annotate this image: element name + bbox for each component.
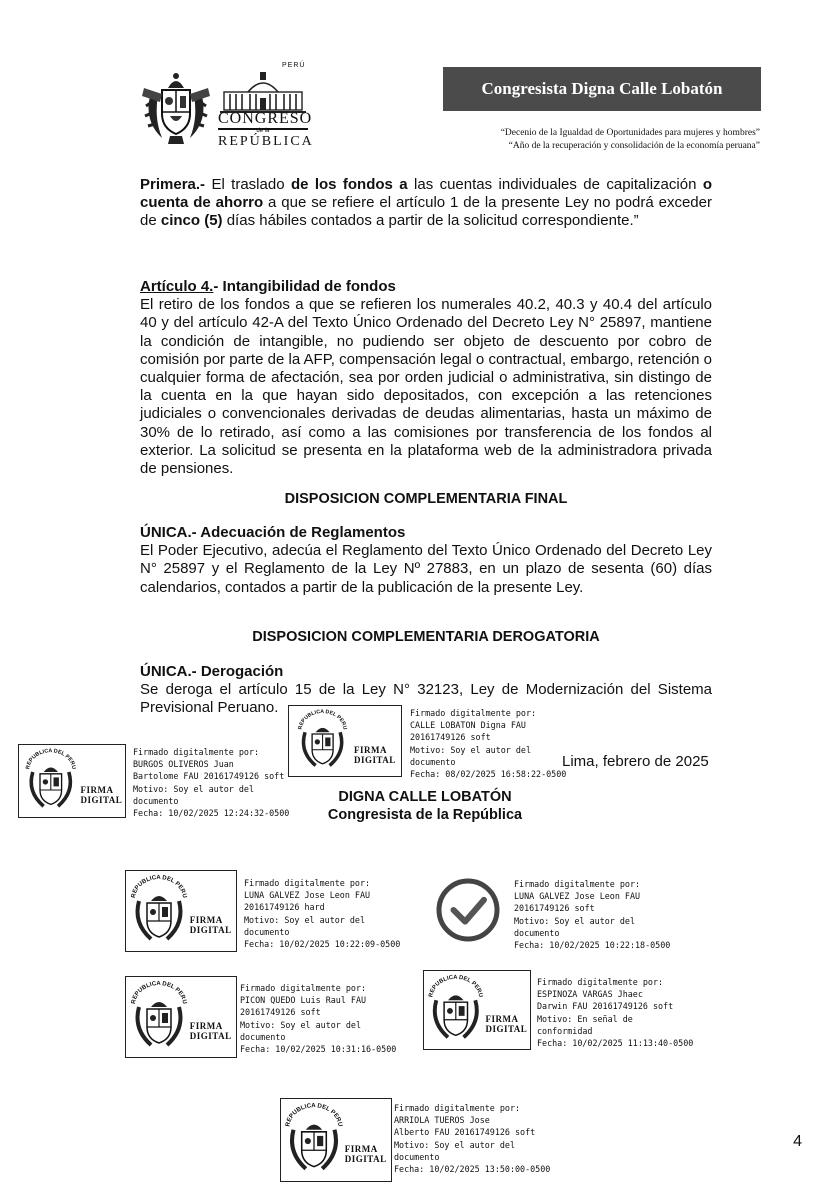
svg-text:REPUBLICA DEL PERU: REPUBLICA DEL PERU (284, 1102, 344, 1128)
primera-paragraph (140, 176, 712, 231)
signature-details: Firmado digitalmente por: ARRIOLA TUEROS Jose Alberto FAU 20161749126 soft Motivo: Soy el autor del documento Fecha: 10/02/2025 13:50:00-0500 (394, 1103, 551, 1175)
primera-label: Primera.- (140, 176, 206, 193)
derogacion-line-1: Se deroga el artículo 15 de la Ley N° 32123, Ley de Modernización del Sistema (140, 681, 712, 699)
digital-word: DIGITAL (353, 754, 396, 765)
signature-details: Firmado digitalmente por: LUNA GALVEZ Jose Leon FAU 20161749126 soft Motivo: Soy el autor del documento Fecha: 10/02/2025 10:22:18-0500 (514, 879, 671, 951)
digital-word: DIGITAL (189, 925, 232, 935)
firma-word: FIRMA (189, 915, 223, 925)
digital-word: DIGITAL (189, 1031, 232, 1041)
primera-bold-cuenta: o cuenta de ahorro (140, 176, 712, 212)
firma-word: FIRMA (353, 744, 387, 755)
firma-digital-label (190, 915, 232, 935)
congreso-logo (218, 62, 314, 162)
articulo-4-section (140, 278, 712, 478)
svg-text:REPUBLICA DEL PERU: REPUBLICA DEL PERU (428, 974, 484, 998)
disposicion-final-heading: DISPOSICION COMPLEMENTARIA FINAL (284, 491, 568, 507)
digital-word: DIGITAL (485, 1023, 528, 1034)
decenio-motto: “Decenio de la Igualdad de Oportunidades para mujeres y hombres” (500, 128, 760, 138)
primera-bold-cinco: cinco (5) (160, 212, 223, 230)
disposicion-derogatoria-heading: DISPOSICION COMPLEMENTARIA DEROGATORIA (252, 629, 600, 645)
congresista-title: Congresista Digna Calle Lobatón (481, 79, 723, 98)
articulo-4-heading (140, 278, 712, 296)
firma-digital-label (345, 1144, 387, 1164)
firma-digital-seal-icon (423, 970, 531, 1050)
signer-block (300, 788, 550, 824)
signature-details: Firmado digitalmente por: PICON QUEDO Luis Raul FAU 20161749126 soft Motivo: Soy el autor del documento Fecha: 10/02/2025 10:31:16-0500 (240, 983, 397, 1055)
firma-word: FIRMA (485, 1013, 519, 1024)
primera-bold-fondos: de los fondos a (290, 176, 408, 193)
articulo-4-label: Artículo 4. (140, 278, 214, 295)
digital-word: DIGITAL (344, 1154, 387, 1165)
primera-text-4: días hábiles contados a partir de la solicitud correspondiente.” (222, 212, 639, 230)
peru-coat-of-arms-logo (140, 66, 212, 146)
checkmark-seal-icon (435, 872, 501, 948)
derogacion-line-2: Previsional Peruano. (140, 699, 279, 717)
republica-text: REPÚBLICA (218, 134, 314, 149)
svg-text:REPUBLICA DEL PERU: REPUBLICA DEL PERU (130, 874, 188, 899)
anio-motto: “Año de la recuperación y consolidación de la economía peruana” (508, 141, 760, 151)
firma-digital-seal-icon (125, 870, 237, 952)
signature-details: Firmado digitalmente por: CALLE LOBATON Digna FAU 20161749126 soft Motivo: Soy el autor del documento Fecha: 08/02/2025 16:58:22-0500 (410, 708, 567, 780)
signature-details: Firmado digitalmente por: ESPINOZA VARGAS Jhaec Darwin FAU 20161749126 soft Motivo: En señal de conformidad Fecha: 10/02/2025 11:13:40-0500 (537, 977, 694, 1049)
articulo-4-title: - Intangibilidad de fondos (213, 278, 396, 295)
digital-word: DIGITAL (80, 794, 123, 805)
firma-word: FIRMA (80, 784, 114, 795)
congress-building-icon (220, 70, 306, 114)
primera-text-2: las cuentas individuales de capitalización (407, 176, 703, 193)
firma-digital-seal-icon (280, 1098, 392, 1182)
congresista-title-banner (443, 67, 761, 111)
firma-word: FIRMA (189, 1021, 223, 1031)
unica-adecuacion-title: ÚNICA.- Adecuación de Reglamentos (140, 524, 406, 541)
firma-digital-label (485, 1014, 527, 1034)
firma-digital-label (354, 745, 396, 765)
firma-digital-label (190, 1021, 232, 1041)
firma-digital-seal-icon (125, 976, 237, 1058)
signer-name: DIGNA CALLE LOBATÓN (338, 789, 512, 805)
unica-derogacion-title: ÚNICA.- Derogación (140, 663, 284, 680)
firma-digital-seal-icon (288, 705, 402, 777)
signature-details: Firmado digitalmente por: LUNA GALVEZ Jose Leon FAU 20161749126 hard Motivo: Soy el autor del documento Fecha: 10/02/2025 10:22:09-0500 (244, 878, 401, 950)
firma-digital-label (80, 785, 122, 805)
primera-text-1: El traslado (205, 176, 291, 193)
congreso-text: CONGRESO (218, 110, 313, 127)
year-mottos (400, 127, 760, 153)
articulo-4-text: El retiro de los fondos a que se refieren los numerales 40.2, 40.3 y 40.4 del artículo 40 y del artículo 42-A del Texto Único Ordenado del Decreto Ley N° 25897, mantiene la condición de intangible, no pudiendo ser objeto de descuento por cobro de comisión por parte de la AFP, compensación legal o contractual, embargo, retención o cualquier forma de afectación, sea por orden judicial o administrativa, sin distingo de la cuenta en la que hayan sido depositados, con excepción a las retenciones judiciales o convencionales derivadas de deudas alimentarias, hasta un máximo de 30% de lo retirado, así como a las comisiones por transferencia de los fondos al exterior. La solicitud se presenta en la plataforma web de la administradora privada de pensiones. (140, 296, 712, 478)
firma-word: FIRMA (344, 1144, 378, 1155)
de-la-text: de la (256, 128, 270, 134)
svg-text:REPUBLICA DEL PERU: REPUBLICA DEL PERU (25, 748, 77, 770)
disposicion-final-section (140, 524, 712, 597)
place-date: Lima, febrero de 2025 (562, 753, 709, 770)
signer-role: Congresista de la República (327, 807, 523, 823)
firma-digital-seal-icon (18, 744, 126, 818)
svg-text:REPUBLICA DEL PERU: REPUBLICA DEL PERU (130, 980, 188, 1005)
unica-adecuacion-text: El Poder Ejecutivo, adecúa el Reglamento del Texto Único Ordenado del Decreto Ley N° 25897 y el Reglamento de la Ley Nº 27883, en un plazo de sesenta (60) días calendarios, contados a partir de la publicación de la presente Ley. (140, 542, 712, 596)
page-number: 4 (793, 1133, 802, 1150)
svg-text:REPUBLICA DEL PERU: REPUBLICA DEL PERU (297, 708, 348, 731)
peru-text: PERÚ (282, 62, 306, 69)
signature-details: Firmado digitalmente por: BURGOS OLIVEROS Juan Bartolome FAU 20161749126 soft Motivo: Soy el autor del documento Fecha: 10/02/2025 12:24:32-0500 (133, 747, 290, 819)
primera-text-3: a que se refiere el artículo 1 de la presente Ley no podrá exceder de (140, 194, 712, 230)
